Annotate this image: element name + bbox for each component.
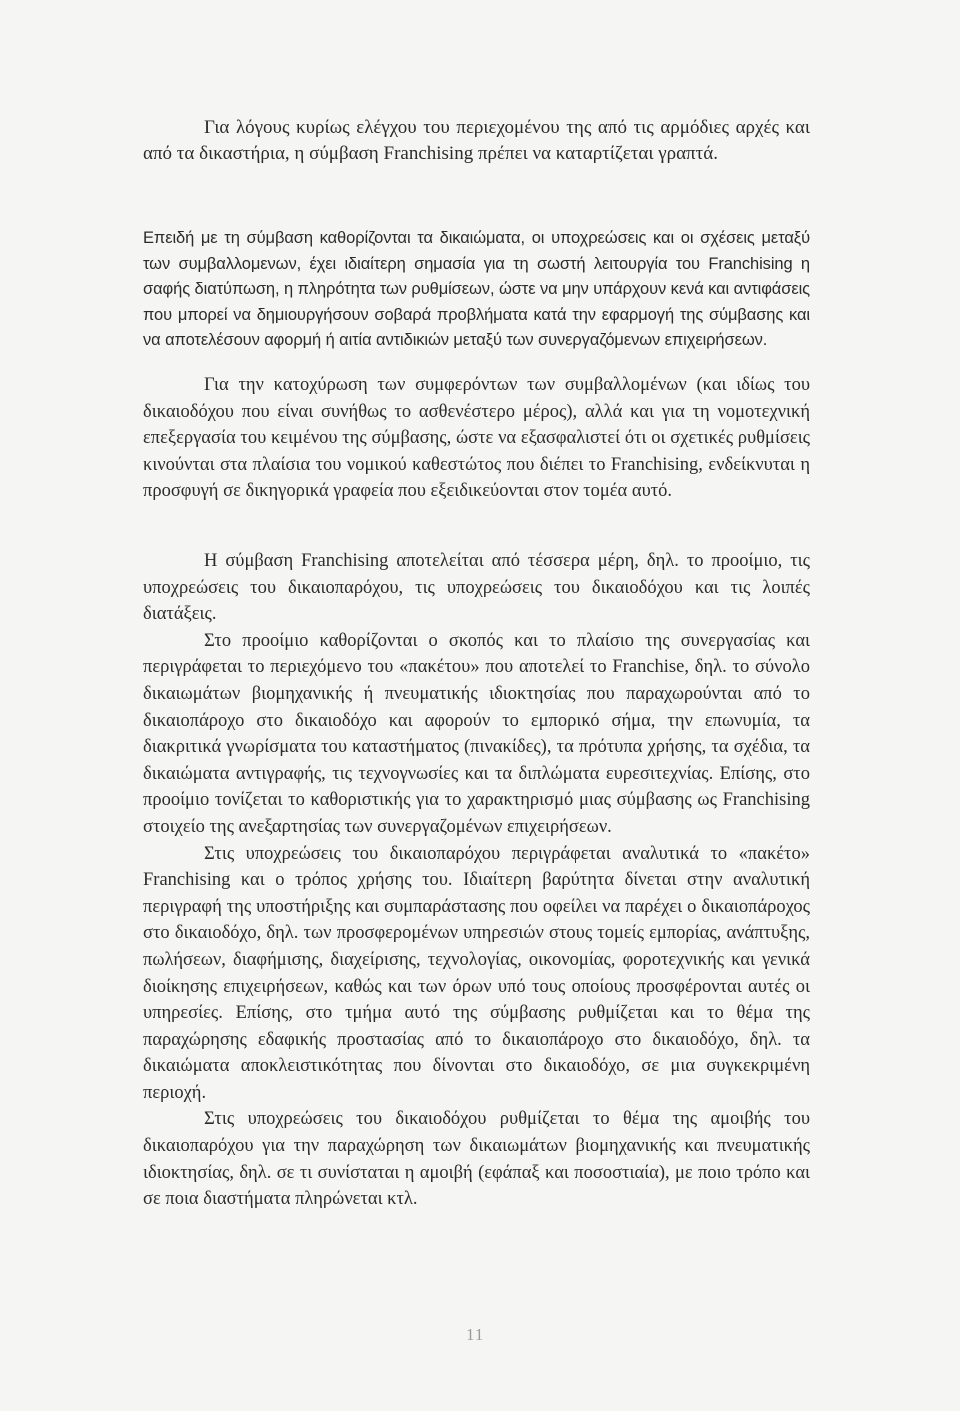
paragraph-legal-protection: Για την κατοχύρωση των συμφερόντων των συμβαλλομένων (και ιδίως του δικαιοδόχου που είναι συνήθως το ασθενέστερο μέρος), αλλά και για τη νομοτεχνική επεξεργασία του κειμένου της σύμβασης, ώστε να εξασφαλιστεί ότι οι σχετικές ρυθμίσεις κινούνται στα πλαίσια του νομικού καθεστώτος που διέπει το Franchising, ενδείκνυται η προσφυγή σε δικηγορικά γραφεία που εξειδικεύονται στον τομέα αυτό. bbox=[143, 375, 810, 501]
paragraph-block-contract-parts bbox=[143, 548, 810, 1213]
paragraph-written-form: Για λόγους κυρίως ελέγχου του περιεχομένου της από τις αρμόδιες αρχές και από τα δικαστήρια, η σύμβαση Franchising πρέπει να καταρτίζεται γραπτά. bbox=[143, 117, 810, 164]
paragraph-franchisor-obligations: Στις υποχρεώσεις του δικαιοπαρόχου περιγράφεται αναλυτικά το «πακέτο» Franchising και ο τρόπος χρήσης του. Ιδιαίτερη βαρύτητα δίνεται στην αναλυτική περιγραφή της υποστήριξης και συμπαράστασης που οφείλει να παρέχει ο δικαιοπάροχος στο δικαιοδόχο, δηλ. των προσφερομένων υπηρεσιών στους τομείς εμπορίας, ανάπτυξης, πωλήσεων, διαφήμισης, διαχείρισης, τεχνολογίας, οικονομίας, φοροτεχνικής και γενικά διοίκησης επιχειρήσεων, καθώς και των όρων υπό τους οποίους προσφέρονται αυτές οι υπηρεσίες. Επίσης, στο τμήμα αυτό της σύμβασης ρυθμίζεται και το θέμα της παραχώρησης εδαφικής προστασίας από το δικαιοπάροχο στο δικαιοδόχο, δηλ. τα δικαιώματα αποκλειστικότητας που δίνονται στο δικαιοδόχο, σε μια συγκεκριμένη περιοχή. bbox=[143, 843, 810, 1103]
paragraph-preamble: Στο προοίμιο καθορίζονται ο σκοπός και το πλαίσιο της συνεργασίας και περιγράφεται το περιεχόμενο του «πακέτου» που αποτελεί το Franchise, δηλ. το σύνολο δικαιωμάτων βιομηχανικής ή πνευματικής ιδιοκτησίας που παραχωρούνται από το δικαιοπάροχο στο δικαιοδόχο και αφορούν το εμπορικό σήμα, την επωνυμία, τα διακριτικά γνωρίσματα του καταστήματος (πινακίδες), τα πρότυπα χρήσης, τα σχέδια, τα δικαιώματα αντιγραφής, τις τεχνογνωσίες και τα διπλώματα ευρεσιτεχνίας. Επίσης, στο προοίμιο τονίζεται το καθοριστικής για το χαρακτηρισμό μιας σύμβασης ως Franchising στοιχείο της ανεξαρτησίας των συνεργαζομένων επιχειρήσεων. bbox=[143, 630, 810, 837]
paragraph-franchisee-obligations: Στις υποχρεώσεις του δικαιοδόχου ρυθμίζεται το θέμα της αμοιβής του δικαιοπαρόχου για την παραχώρηση των δικαιωμάτων βιομηχανικής και πνευματικής ιδιοκτησίας, δηλ. σε τι συνίσταται η αμοιβή (εφάπαξ και ποσοστιαία), με ποιο τρόπο και σε ποια διαστήματα πληρώνεται κτλ. bbox=[143, 1109, 810, 1210]
paragraph-contract-parts: Η σύμβαση Franchising αποτελείται από τέσσερα μέρη, δηλ. το προοίμιο, τις υποχρεώσεις του δικαιοπαρόχου, τις υποχρεώσεις του δικαιοδόχου και τις λοιπές διατάξεις. bbox=[143, 551, 810, 625]
paragraph-rights-obligations: Επειδή με τη σύμβαση καθορίζονται τα δικαιώματα, οι υποχρεώσεις και οι σχέσεις μεταξύ των συμβαλλομενων, έχει ιδιαίτερη σημασία για τη σωστή λειτουργία του Franchising η σαφής διατύπωση, η πληρότητα των ρυθμίσεων, ώστε να μην υπάρχουν κενά και αντιφάσεις που μπορεί να δημιουργήσουν σοβαρά προβλήματα κατά την εφαρμογή της σύμβασης και να αποτελέσουν αφορμή ή αιτία αντιδικιών μεταξύ των συνεργαζόμενων επιχειρήσεων. bbox=[143, 229, 810, 349]
paragraph-block-protection bbox=[143, 372, 810, 505]
page-number: 11 bbox=[466, 1325, 485, 1344]
paragraph-block-written-form bbox=[143, 115, 810, 166]
paragraph-block-rights bbox=[143, 226, 810, 354]
